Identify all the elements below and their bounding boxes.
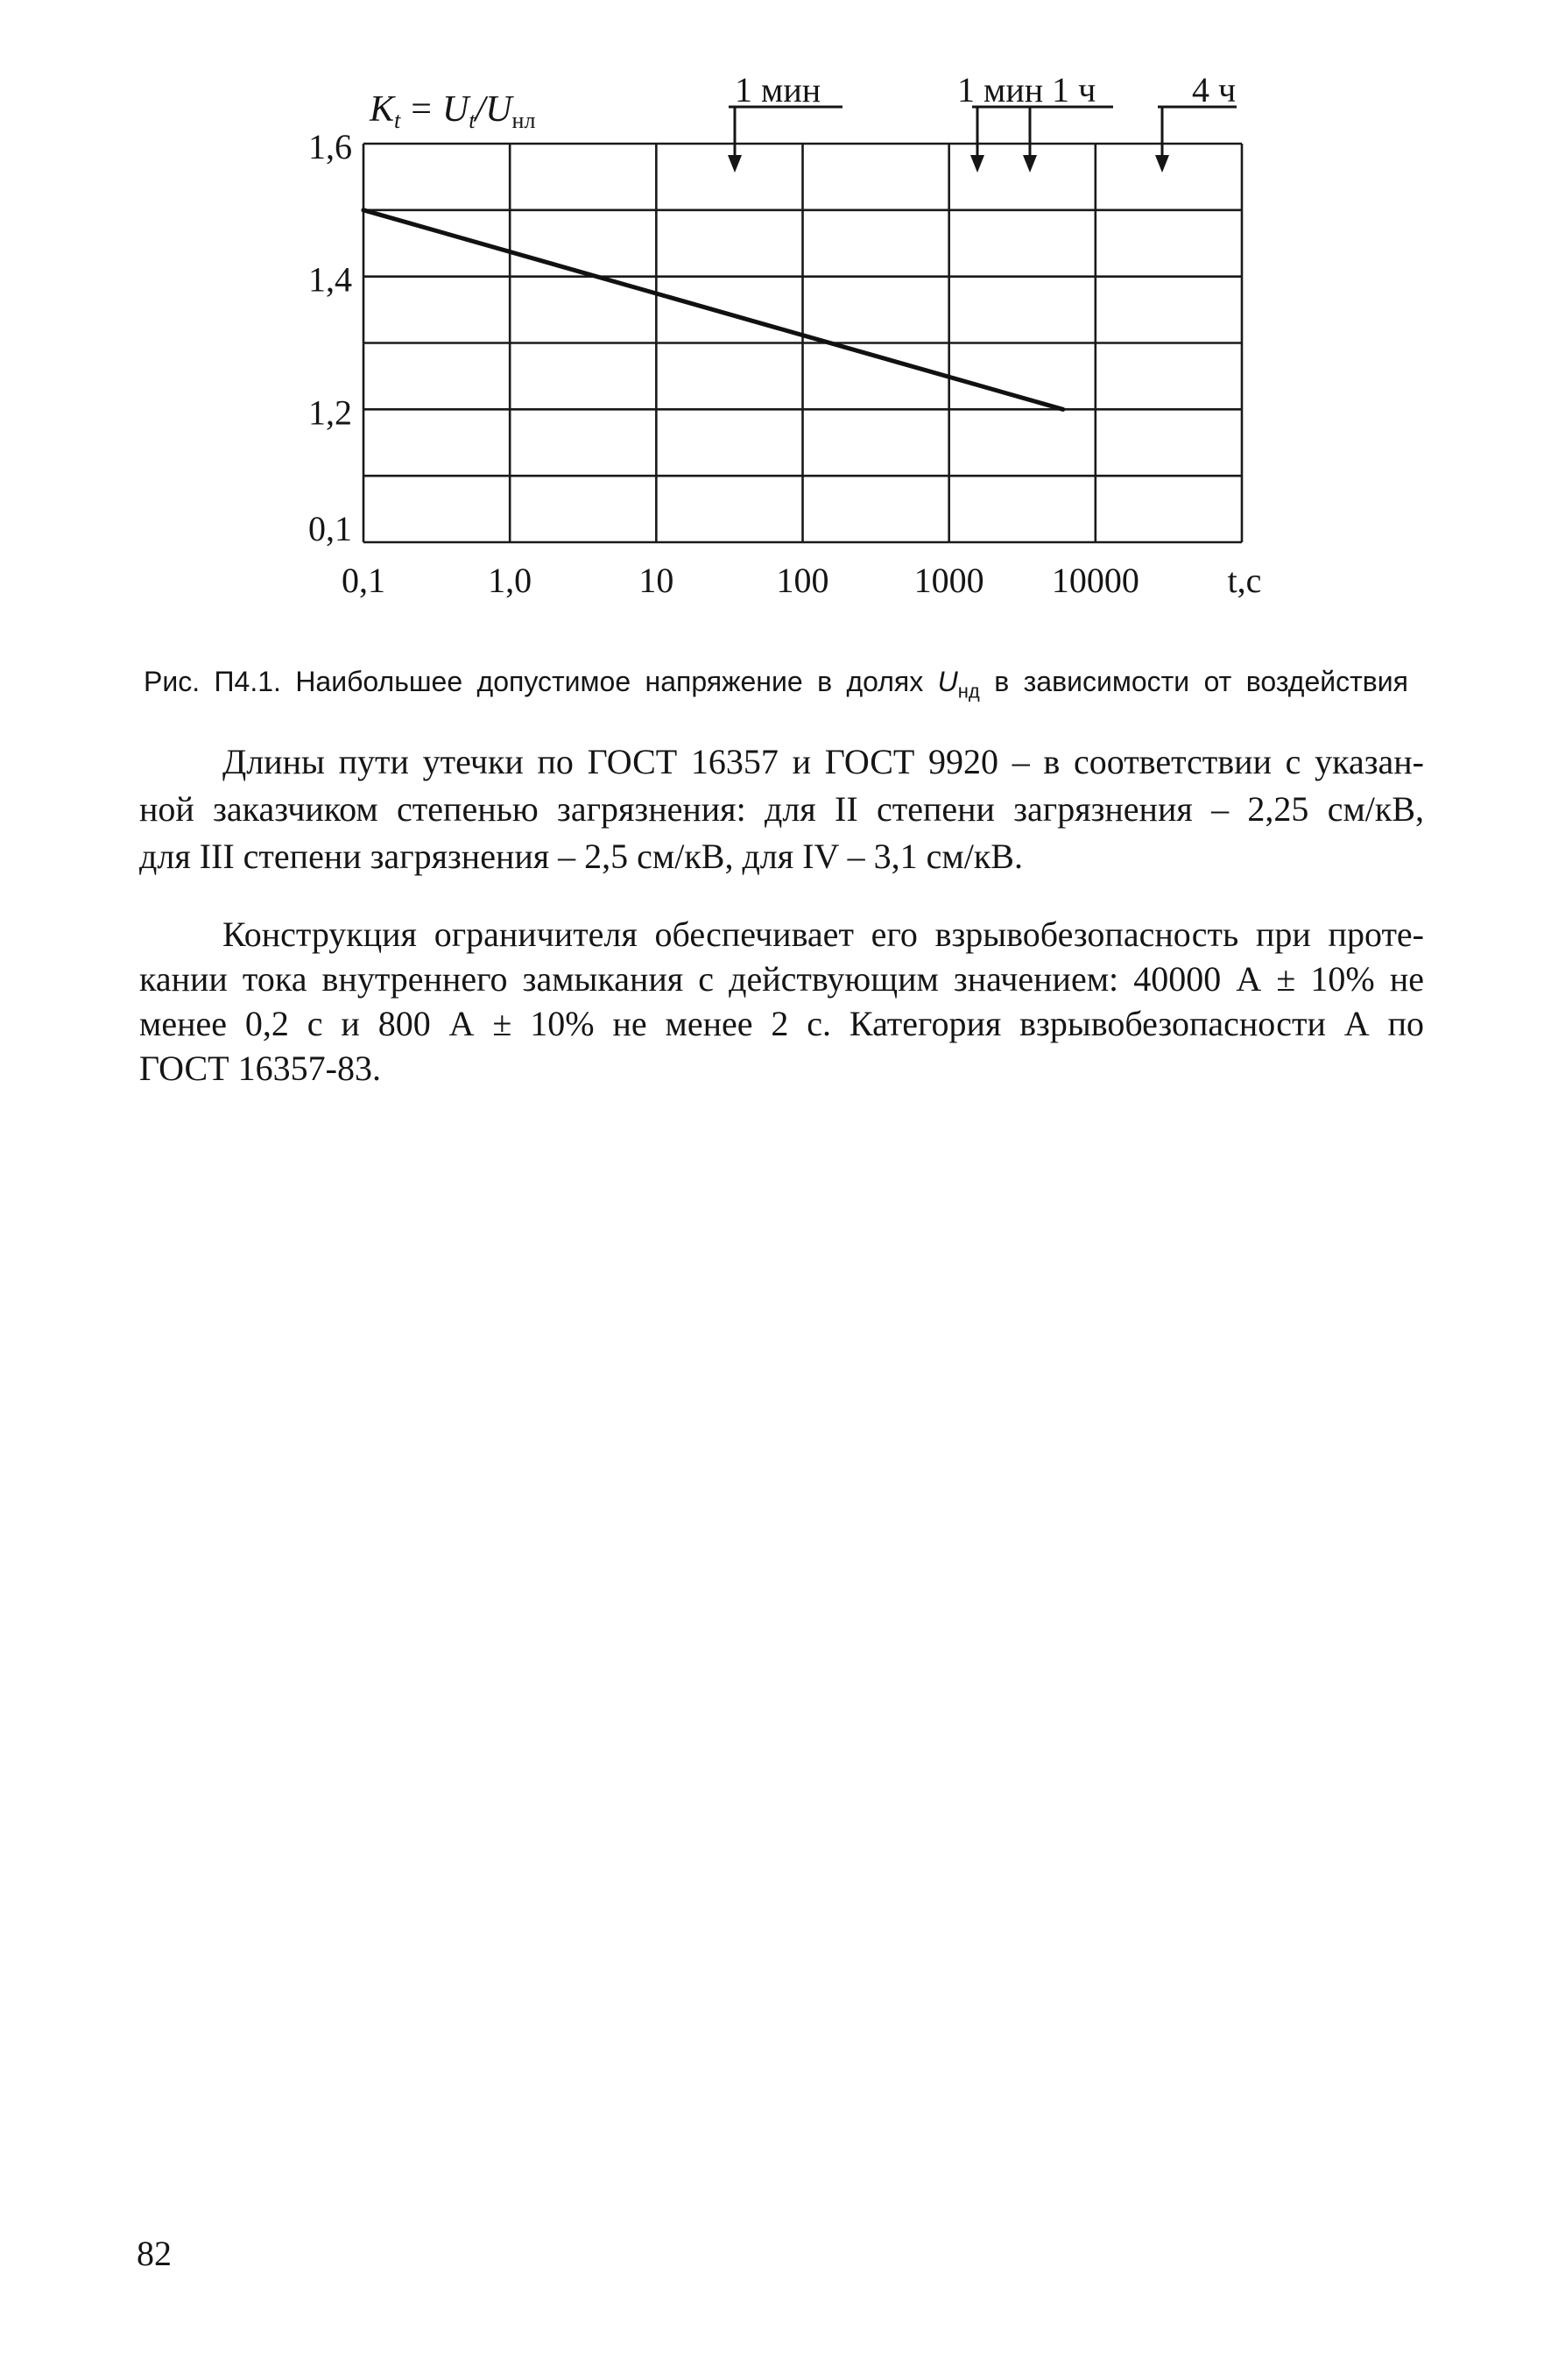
ylabel-slash: / bbox=[475, 89, 486, 130]
page-number: 82 bbox=[137, 2234, 172, 2273]
figure-caption bbox=[144, 664, 1408, 709]
text-line: ной заказчиком степенью загрязнения: для II степени загрязнения – 2,25 см/кВ, bbox=[139, 789, 1424, 829]
y-tick-label: 1,4 bbox=[308, 259, 352, 300]
annotation-label: 1 мин 1 ч bbox=[957, 70, 1096, 109]
arrow-down-icon bbox=[970, 155, 984, 173]
chart-annotations bbox=[728, 70, 1237, 173]
x-tick-label: 1000 bbox=[913, 561, 984, 600]
chart-tick-labels bbox=[308, 127, 1261, 600]
caption-text-end: в зависимости от воздействия bbox=[994, 666, 1409, 697]
y-tick-label: 1,6 bbox=[308, 127, 352, 166]
text-line: Конструкция ограничителя обеспечивает его взрывобезопасность при проте- bbox=[222, 915, 1424, 954]
ylabel-equals: = bbox=[411, 89, 432, 130]
y-axis-label bbox=[369, 89, 535, 133]
ylabel-denominator-subscript: нл bbox=[511, 108, 536, 133]
caption-text: Рис. П4.1. Наибольшее допустимое напряжение в долях bbox=[144, 666, 924, 697]
data-point bbox=[362, 208, 366, 212]
x-tick-label: 10000 bbox=[1051, 561, 1139, 600]
annotation-label: 1 мин bbox=[735, 70, 821, 109]
text-line: для III степени загрязнения – 2,5 см/кВ, для IV – 3,1 см/кВ. bbox=[139, 837, 1023, 876]
caption-variable-subscript: нд bbox=[957, 680, 980, 703]
ylabel-numerator: U bbox=[441, 89, 469, 130]
paragraph-explosion-safety bbox=[139, 912, 1424, 1091]
data-point bbox=[1061, 407, 1065, 412]
ylabel-denominator: U bbox=[485, 89, 512, 130]
data-line bbox=[363, 210, 1063, 409]
x-tick-label: 0,1 bbox=[342, 561, 385, 600]
x-tick-label: 10 bbox=[638, 561, 674, 600]
text-line: Длины пути утечки по ГОСТ 16357 и ГОСТ 9920 – в соответствии с указан- bbox=[222, 742, 1424, 781]
text-line: ГОСТ 16357-83. bbox=[139, 1049, 381, 1088]
y-tick-label: 0,1 bbox=[308, 509, 352, 548]
paragraph-leakage-path bbox=[139, 738, 1424, 880]
arrow-down-icon bbox=[728, 155, 742, 173]
ylabel-numerator-subscript: t bbox=[469, 108, 476, 133]
ylabel-k-subscript: t bbox=[394, 108, 401, 133]
text-line: менее 0,2 с и 800 А ± 10% не менее 2 с. Категория взрывобезопасности А по bbox=[139, 1004, 1424, 1043]
ylabel-k: K bbox=[370, 89, 395, 130]
x-axis-label: t,c bbox=[1227, 561, 1262, 600]
caption-variable: U bbox=[937, 666, 958, 697]
text-line: кании тока внутреннего замыкания с действующим значением: 40000 А ± 10% не bbox=[139, 959, 1424, 999]
x-tick-label: 1,0 bbox=[488, 561, 532, 600]
arrow-down-icon bbox=[1023, 155, 1037, 173]
arrow-down-icon bbox=[1155, 155, 1169, 173]
x-tick-label: 100 bbox=[776, 561, 829, 600]
chart-series bbox=[362, 208, 1066, 412]
chart-grid bbox=[363, 144, 1242, 542]
y-tick-label: 1,2 bbox=[308, 392, 352, 433]
annotation-label: 4 ч bbox=[1192, 70, 1237, 109]
chart bbox=[0, 0, 1551, 631]
